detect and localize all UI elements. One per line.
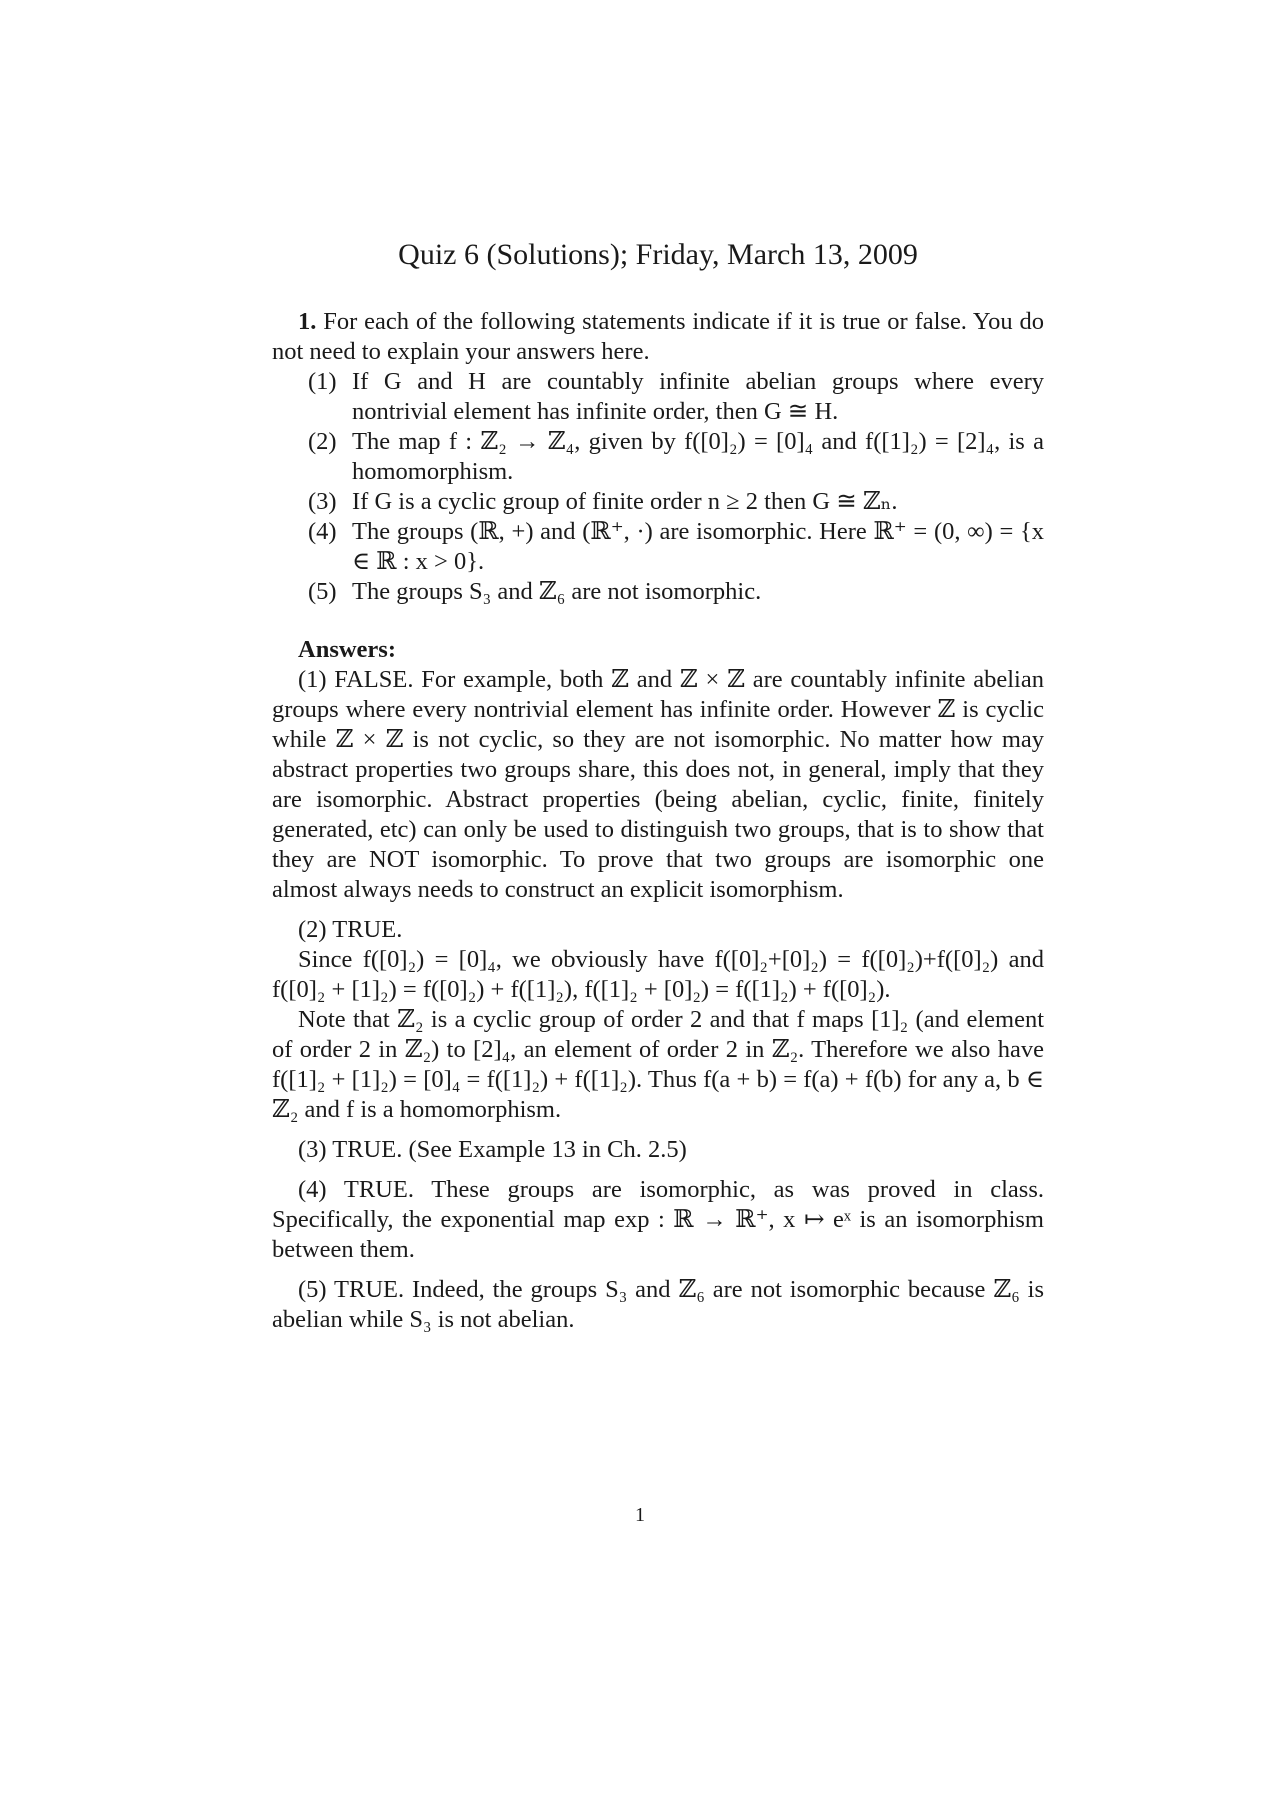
statement-label: (5)	[308, 578, 337, 605]
answer-2-body-a: Since f([0]₂) = [0]₄, we obviously have f([0]₂+[0]₂) = f([0]₂)+f([0]₂) and f([0]₂ + [1]₂) = f([0]₂) + f([1]₂), f([1]₂ + [0]₂) = f([1]₂) + f([0]₂).	[272, 946, 1044, 1003]
statement-text: If G and H are countably infinite abelian groups where every nontrivial element has infinite order, then G ≅ H.	[352, 368, 1044, 425]
answer-1: (1) FALSE. For example, both ℤ and ℤ × ℤ are countably infinite abelian groups where every nontrivial element has infinite order. However ℤ is cyclic while ℤ × ℤ is not cyclic, so they are not isomorphic. No matter how may abstract properties two groups share, this does not, in general, imply that they are isomorphic. Abstract properties (being abelian, cyclic, finite, finitely generated, etc) can only be used to distinguish two groups, that is to show that they are NOT isomorphic. To prove that two groups are isomorphic one almost always needs to construct an explicit isomorphism.	[272, 666, 1044, 903]
statement-text: The map f : ℤ₂ → ℤ₄, given by f([0]₂) = [0]₄ and f([1]₂) = [2]₄, is a homomorphism.	[352, 428, 1044, 485]
statement-text: The groups (ℝ, +) and (ℝ⁺, ·) are isomorphic. Here ℝ⁺ = (0, ∞) = {x ∈ ℝ : x > 0}.	[352, 518, 1044, 575]
answer-3: (3) TRUE. (See Example 13 in Ch. 2.5)	[298, 1136, 687, 1163]
statement-label: (1)	[308, 368, 337, 395]
statement-item	[308, 577, 1044, 607]
answer-2-body-b: Note that ℤ₂ is a cyclic group of order 2 and that f maps [1]₂ (and element of order 2 in ℤ₂) to [2]₄, an element of order 2 in ℤ₂. Therefore we also have f([1]₂ + [1]₂) = [0]₄ = f([1]₂) + f([1]₂). Thus f(a + b) = f(a) + f(b) for any a, b ∈ ℤ₂ and f is a homomorphism.	[272, 1006, 1044, 1123]
question-prompt	[272, 307, 1044, 367]
statement-label: (4)	[308, 518, 337, 545]
answer-4: (4) TRUE. These groups are isomorphic, as was proved in class. Specifically, the exponential map exp : ℝ → ℝ⁺, x ↦ eˣ is an isomorphism between them.	[272, 1176, 1044, 1263]
statement-label: (3)	[308, 488, 337, 515]
document-page	[272, 235, 1044, 1335]
question-number: 1.	[298, 308, 317, 335]
statement-item	[308, 427, 1044, 487]
statement-text: The groups S₃ and ℤ₆ are not isomorphic.	[352, 578, 762, 605]
statement-item	[308, 367, 1044, 427]
answer-2-heading: (2) TRUE.	[298, 916, 403, 943]
statement-text: If G is a cyclic group of finite order n ≥ 2 then G ≅ ℤₙ.	[352, 488, 898, 515]
statement-label: (2)	[308, 428, 337, 455]
page-title: Quiz 6 (Solutions); Friday, March 13, 2009	[398, 238, 918, 271]
answers-heading: Answers:	[298, 636, 396, 663]
page-number: 1	[635, 1504, 645, 1526]
answer-5: (5) TRUE. Indeed, the groups S₃ and ℤ₆ are not isomorphic because ℤ₆ is abelian while S₃ is not abelian.	[272, 1276, 1044, 1333]
statement-item	[308, 487, 1044, 517]
statement-list	[272, 367, 1044, 607]
question-prompt-text: For each of the following statements indicate if it is true or false. You do not need to explain your answers here.	[272, 308, 1045, 365]
statement-item	[308, 517, 1044, 577]
